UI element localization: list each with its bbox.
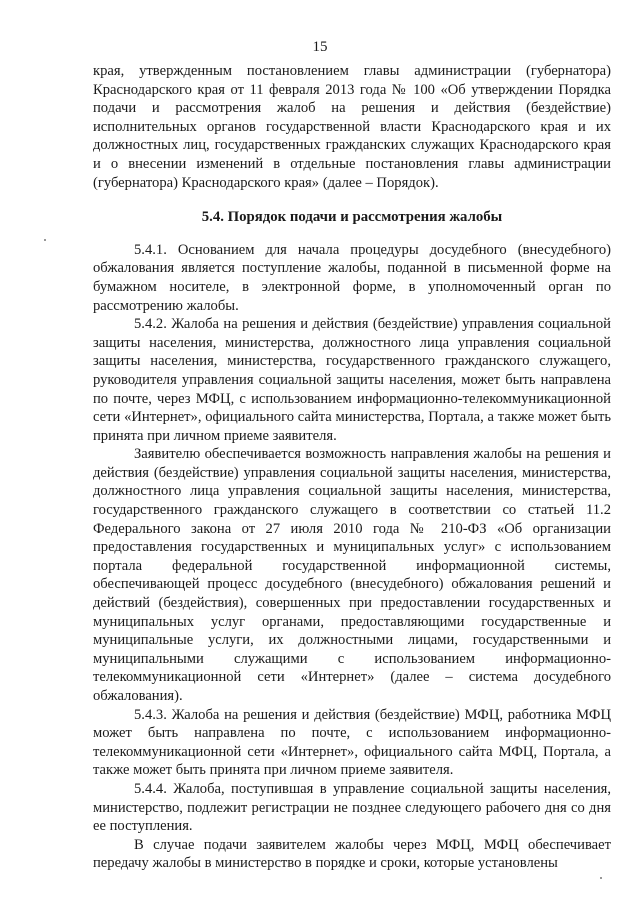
paragraph-5-4-3: 5.4.3. Жалоба на решения и действия (бездействие) МФЦ, работника МФЦ может быть направлена по почте, с использованием информационно-телекоммуникационной сети «Интернет», официального сайта МФЦ, Портала, а также может быть принята при личном приеме заявителя.: [93, 706, 611, 779]
page-number: 15: [312, 39, 328, 55]
paragraph-mfc-transfer: В случае подачи заявителем жалобы через МФЦ, МФЦ обеспечивает передачу жалобы в министерство в порядке и сроки, которые установлены: [93, 836, 611, 872]
scan-speck: [44, 239, 46, 241]
paragraph-5-4-4: 5.4.4. Жалоба, поступившая в управление социальной защиты населения, министерство, подлежит регистрации не позднее следующего рабочего дня со дня ее поступления.: [93, 780, 611, 835]
section-heading: 5.4. Порядок подачи и рассмотрения жалобы: [201, 209, 503, 226]
paragraph-continuation: края, утвержденным постановлением главы администрации (губернатора) Краснодарского края от 11 февраля 2013 года № 100 «Об утверждении Порядка подачи и рассмотрения жалоб на решения и действия (бездействие) исполнительных органов государственной власти Краснодарского края и их должностных лиц, государственных гражданских служащих Краснодарского края и о внесении изменений в отдельные постановления главы администрации (губернатора) Краснодарского края» (далее – Порядок).: [93, 63, 611, 191]
document-body: [93, 62, 611, 873]
scan-speck: [600, 877, 602, 879]
paragraph-applicant-rights: Заявителю обеспечивается возможность направления жалобы на решения и действия (бездействие) управления социальной защиты населения, министерства, должностного лица управления социальной защиты населения, министерства, государственного гражданского служащего в соответствии со статьей 11.2 Федерального закона от 27 июля 2010 года № 210-ФЗ «Об организации предоставления государственных и муниципальных услуг» с использованием портала федеральной государственной информационной системы, обеспечивающей процесс досудебного (внесудебного) обжалования решений и действий (бездействия), совершенных при предоставлении государственных и муниципальных услуг органами, предоставляющими государственные и муниципальные услуги, их должностными лицами, государственными и муниципальными служащими с использованием информационно-телекоммуникационной сети «Интернет» (далее – система досудебного обжалования).: [93, 446, 611, 704]
paragraph-5-4-1: 5.4.1. Основанием для начала процедуры досудебного (внесудебного) обжалования является поступление жалобы, поданной в письменной форме на бумажном носителе, в электронной форме, в уполномоченный орган по рассмотрению жалобы.: [93, 241, 611, 314]
paragraph-5-4-2: 5.4.2. Жалоба на решения и действия (бездействие) управления социальной защиты населения, министерства, должностного лица управления социальной защиты населения, министерства, государственного гражданского служащего, руководителя управления социальной защиты населения, может быть направлена по почте, через МФЦ, с использованием информационно-телекоммуникационной сети «Интернет», официального сайта министерства, Портала, а также может быть принята при личном приеме заявителя.: [93, 316, 611, 444]
